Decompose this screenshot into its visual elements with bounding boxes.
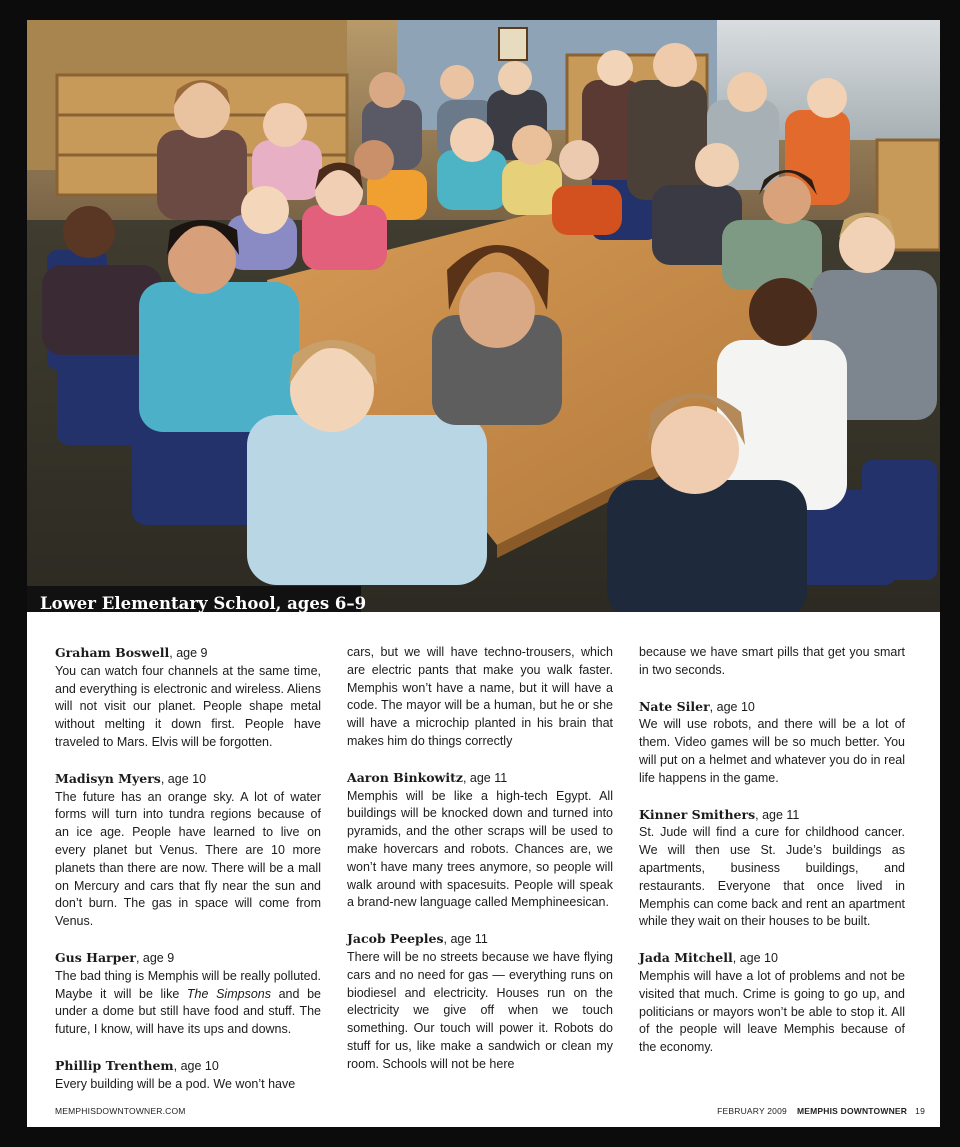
entry-aaron-binkowitz	[347, 769, 613, 912]
entry-jacob-peeples	[347, 930, 613, 1073]
student-age: , age 9	[169, 646, 208, 660]
footer-right	[717, 1106, 925, 1116]
student-age: , age 11	[462, 770, 508, 785]
student-age: , age 11	[755, 807, 800, 822]
class-photo	[27, 20, 940, 612]
entry-phillip-trenthem	[55, 1057, 321, 1094]
student-answer-continued: because we have smart pills that get you smart in two seconds.	[639, 645, 905, 677]
photo-caption: Lower Elementary School, ages 6–9	[27, 586, 361, 612]
entry-kinner-smithers	[639, 806, 905, 932]
answer-italic-title: The Simpsons	[186, 986, 271, 1001]
student-age: , age 10	[732, 951, 778, 966]
answer-text: and be under a dome but still have food and stuff. The future, I know, will have its ups and downs.	[55, 986, 321, 1037]
column-2	[347, 644, 613, 1092]
student-answer: We will use robots, and there will be a lot of them. Video games will be so much better. You will put on a helmet and whatever you do in real life happens in the game.	[639, 717, 905, 785]
footer-publication: MEMPHIS DOWNTOWNER	[796, 1106, 908, 1116]
classroom-group-photo-icon	[27, 20, 940, 612]
student-age: , age 10	[709, 699, 755, 714]
student-answer-continued: cars, but we will have techno-trousers, which are electric pants that make you walk faster. Memphis won’t have a name, but it will have a code. The mayor will be a human, but he or she will have a microchip planted in his brain that makes him do things correctly	[347, 645, 613, 748]
student-age: , age 11	[443, 932, 488, 947]
answer-text: The bad thing is Memphis will be really polluted. Maybe it will be like	[55, 968, 321, 1001]
entry-nate-siler	[639, 698, 905, 788]
entry-graham-boswell	[55, 644, 321, 752]
student-answer: Memphis will be like a high-tech Egypt. All buildings will be knocked down and turned into pyramids, and the other scraps will be used to make hovercars and robots. Chances are, we won’t have many trees anymore, so people will walk around with spacesuits. People will speak a brand-new language called Memphineesican.	[347, 788, 613, 910]
student-name: Graham Boswell	[55, 645, 170, 660]
student-answer: Memphis will have a lot of problems and not be visited that much. Crime is going to go up, and politicians or mayors won’t be able to stop it. All of the people will leave Memphis because of the economy.	[639, 968, 905, 1055]
entry-madisyn-myers	[55, 770, 321, 931]
student-answer: Every building will be a pod. We won’t have	[55, 1076, 296, 1091]
student-age: , age 10	[173, 1058, 219, 1073]
student-age: , age 10	[160, 771, 207, 786]
magazine-page	[27, 20, 940, 1127]
student-name: Madisyn Myers	[55, 770, 161, 786]
entry-jada-mitchell	[639, 949, 905, 1057]
student-answer	[55, 968, 321, 1039]
student-name: Kinner Smithers	[639, 806, 756, 822]
student-answer: There will be no streets because we have flying cars and no need for gas — everything runs on biodiesel and electricity. Houses run on the electricity we give off when we touch something. Our touch will power it. Robots do stuff for us, like make a sandwich or clean my room. Schools will not be here	[347, 949, 613, 1071]
student-name: Jacob Peeples	[347, 931, 444, 947]
student-name: Phillip Trenthem	[55, 1057, 174, 1073]
footer-date: FEBRUARY 2009	[717, 1106, 787, 1116]
student-name: Aaron Binkowitz	[347, 769, 463, 785]
page-footer	[55, 1106, 925, 1120]
student-answer: St. Jude will find a cure for childhood cancer. We will then use St. Jude’s buildings as apartments, business buildings, and restaurants. Everyone that once lived in Memphis can come back and rent an apartment while they wait on their houses to be built.	[639, 825, 905, 929]
student-answer: You can watch four channels at the same time, and everything is electronic and wireless. Aliens will not visit our planet. People shape metal without melting it down first. People have traveled to Mars. Elvis will be forgotten.	[55, 663, 321, 749]
student-name: Nate Siler	[639, 698, 710, 714]
entry-gus-harper	[55, 949, 321, 1039]
column-1	[55, 644, 321, 1112]
page-number: 19	[915, 1106, 925, 1116]
student-name: Gus Harper	[55, 949, 136, 965]
student-name: Jada Mitchell	[639, 950, 733, 966]
student-answer: The future has an orange sky. A lot of water forms will turn into tundra regions because of an ice age. People have learned to live on every planet but Venus. There are 10 more planets than there are now. There will be a mall on Mercury and cars that fly near the sun and don’t burn. The gas in space will come from Venus.	[55, 789, 321, 929]
column-3	[639, 644, 905, 1075]
article-columns	[55, 644, 907, 1094]
footer-website: MEMPHISDOWNTOWNER.COM	[55, 1106, 186, 1116]
student-age: , age 9	[135, 950, 175, 965]
